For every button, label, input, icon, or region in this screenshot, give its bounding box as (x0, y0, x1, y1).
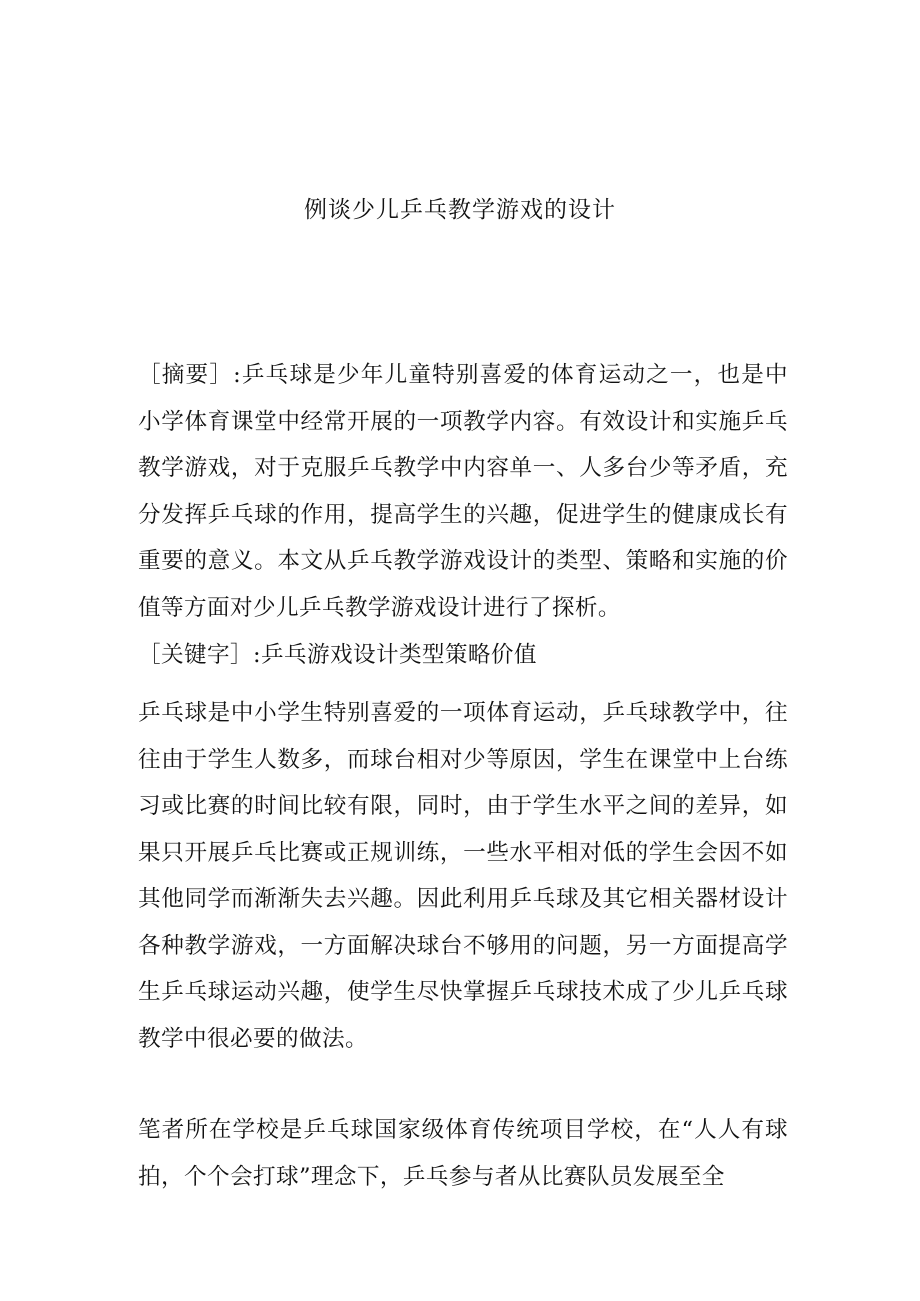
body-paragraph-1: 乒乓球是中小学生特别喜爱的一项体育运动，乒乓球教学中，往往由于学生人数多，而球台相对少等原因，学生在课堂中上台练习或比赛的时间比较有限，同时，由于学生水平之间的差异，如果只开展乒乓比赛或正规训练，一些水平相对低的学生会因不如其他同学而渐渐失去兴趣。因此利用乒乓球及其它相关器材设计各种教学游戏，一方面解决球台不够用的问题，另一方面提高学生乒乓球运动兴趣，使学生尽快掌握乒乓球技术成了少儿乒乓球教学中很必要的做法。 (138, 700, 788, 1052)
document-title: 例谈少儿乒乓教学游戏的设计 (304, 197, 616, 223)
abstract-paragraph: ［摘要］:乒乓球是少年儿童特别喜爱的体育运动之一，也是中小学体育课堂中经常开展的一项教学内容。有效设计和实施乒乓教学游戏，对于克服乒乓教学中内容单一、人多台少等矛盾，充分发挥乒乓球的作用，提高学生的兴趣，促进学生的健康成长有重要的意义。本文从乒乓教学游戏设计的类型、策略和实施的价值等方面对少儿乒乓教学游戏设计进行了探析。 (138, 362, 788, 621)
keywords-line: ［关键字］:乒乓游戏设计类型策略价值 (138, 642, 537, 668)
body-paragraph-2: 笔者所在学校是乒乓球国家级体育传统项目学校，在“人人有球拍，个个会打球”理念下，乒乓参与者从比赛队员发展至全 (138, 1117, 788, 1190)
